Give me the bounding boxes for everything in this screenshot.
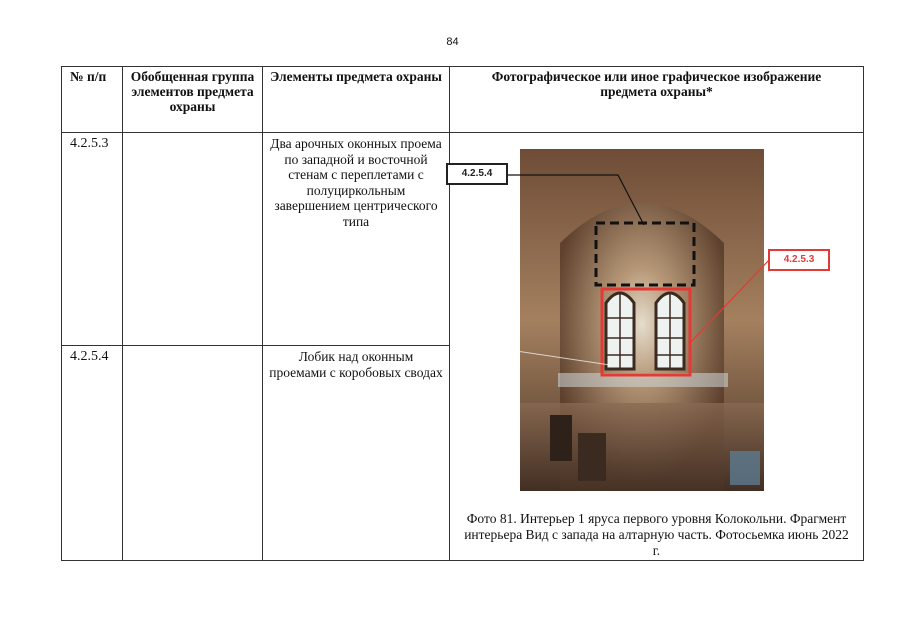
callout-4253: 4.2.5.3 bbox=[768, 249, 830, 271]
row-group bbox=[123, 346, 263, 561]
row-group bbox=[123, 133, 263, 346]
row-number: 4.2.5.3 bbox=[62, 133, 123, 346]
row-description: Два арочных оконных проема по западной и восточной стенам с переплетами с полуциркольным завершением центрического типа bbox=[263, 133, 450, 346]
header-group: Обобщенная группа элементов предмета охраны bbox=[123, 67, 263, 133]
header-image: Фотографическое или иное графическое изображение предмета охраны* bbox=[450, 67, 864, 133]
photo-caption: Фото 81. Интерьер 1 яруса первого уровня Колокольни. Фрагмент интерьера Вид с запада на алтарную часть. Фотосьемка июнь 2022 г. bbox=[464, 511, 849, 558]
page-number: 84 bbox=[446, 36, 459, 48]
header-elements: Элементы предмета охраны bbox=[263, 67, 450, 133]
furniture bbox=[550, 415, 572, 461]
callout-4254: 4.2.5.4 bbox=[446, 163, 508, 185]
heritage-table bbox=[61, 66, 864, 561]
photo-cell bbox=[450, 133, 864, 561]
table-row bbox=[62, 133, 864, 346]
header-num: № п/п bbox=[62, 67, 123, 133]
row-description: Лобик над оконным проемами с коробовых сводах bbox=[263, 346, 450, 561]
row-number: 4.2.5.4 bbox=[62, 346, 123, 561]
interior-photo bbox=[450, 133, 864, 559]
table-header-row bbox=[62, 67, 864, 133]
